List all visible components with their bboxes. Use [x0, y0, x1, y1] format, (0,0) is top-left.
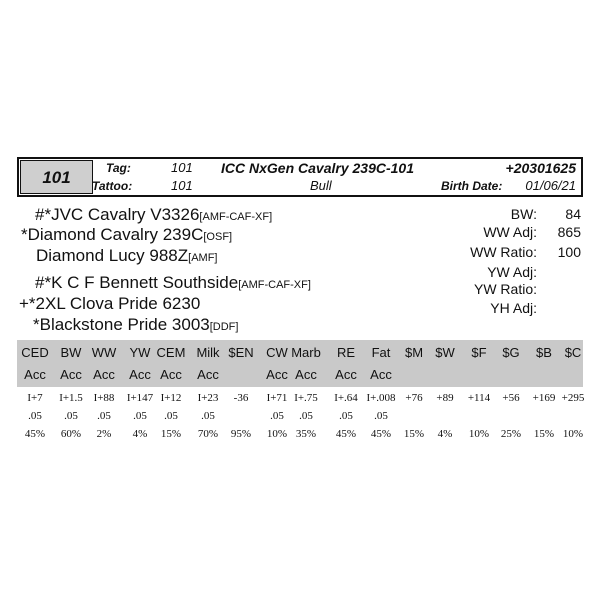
epd-header-cell: $C — [564, 345, 582, 360]
pedigree-dam-dam — [33, 315, 238, 335]
acc-label-cell: Acc — [197, 367, 219, 382]
epd-value-cell: -36 — [233, 392, 249, 404]
pedigree-dam — [19, 294, 200, 314]
epd-header-cell: CW — [266, 345, 288, 360]
stat-label: YH Adj: — [490, 300, 537, 316]
acc-value-cell: .05 — [270, 410, 284, 422]
stat-label: YW Ratio: — [473, 281, 537, 297]
epd-value-cell: I+71 — [266, 392, 288, 404]
percentile-cell: 10% — [562, 428, 584, 440]
epd-value-cell: +169 — [532, 392, 556, 404]
epd-header-cell: CED — [21, 345, 49, 360]
epd-header-cell: $EN — [228, 345, 254, 360]
percentile-cell: 60% — [60, 428, 82, 440]
acc-value-cell: .05 — [201, 410, 215, 422]
tattoo-label: Tattoo: — [92, 179, 133, 193]
stat-value: 100 — [557, 244, 581, 260]
acc-label-cell: Acc — [266, 367, 288, 382]
epd-header-cell: $M — [404, 345, 424, 360]
percentile-cell: 10% — [468, 428, 490, 440]
percentile-cell: 70% — [197, 428, 219, 440]
pedigree-name: Diamond Lucy 988Z — [36, 246, 189, 265]
epd-header-cell: Milk — [196, 345, 220, 360]
epd-value-cell: +295 — [561, 392, 585, 404]
tag-value: 101 — [171, 160, 193, 175]
epd-value-cell: I+23 — [197, 392, 219, 404]
acc-label-cell: Acc — [160, 367, 182, 382]
acc-label-cell: Acc — [60, 367, 82, 382]
epd-header-cell: RE — [336, 345, 356, 360]
acc-value-cell: .05 — [339, 410, 353, 422]
acc-value-cell: .05 — [374, 410, 388, 422]
acc-value-cell: .05 — [28, 410, 42, 422]
pedigree-tag: [OSF] — [203, 231, 233, 243]
epd-value-cell: +114 — [467, 392, 491, 404]
epd-header-cell: CEM — [156, 345, 186, 360]
registration-number: +20301625 — [505, 160, 576, 176]
tag-label: Tag: — [106, 161, 131, 175]
acc-label-cell: Acc — [335, 367, 357, 382]
percentile-cell: 4% — [132, 428, 148, 440]
epd-value-cell: I+7 — [27, 392, 43, 404]
acc-label-cell: Acc — [24, 367, 46, 382]
pedigree-dam-sire — [35, 273, 311, 293]
animal-sex: Bull — [310, 178, 332, 193]
percentile-cell: 45% — [335, 428, 357, 440]
epd-header-cell: Fat — [371, 345, 391, 360]
acc-value-cell: .05 — [97, 410, 111, 422]
birth-date-label: Birth Date: — [441, 179, 503, 193]
epd-value-cell: +56 — [502, 392, 520, 404]
epd-value-cell: I+.75 — [294, 392, 318, 404]
epd-header-cell: $F — [471, 345, 487, 360]
pedigree-name: *Diamond Cavalry 239C — [21, 225, 204, 244]
stat-label: WW Adj: — [483, 224, 537, 240]
pedigree-tag: [DDF] — [209, 321, 239, 333]
epd-value-cell: I+88 — [93, 392, 115, 404]
acc-label-cell: Acc — [295, 367, 317, 382]
epd-value-cell: I+1.5 — [59, 392, 83, 404]
percentile-cell: 45% — [24, 428, 46, 440]
pedigree-tag: [AMF] — [188, 252, 218, 264]
acc-label-cell: Acc — [129, 367, 151, 382]
epd-value-cell: I+12 — [160, 392, 182, 404]
pedigree-name: #*JVC Cavalry V3326 — [35, 205, 200, 224]
epd-header-cell: $G — [502, 345, 520, 360]
epd-value-cell: I+.008 — [366, 392, 396, 404]
pedigree-name: +*2XL Clova Pride 6230 — [19, 294, 201, 313]
pedigree-tag: [AMF-CAF-XF] — [199, 211, 273, 223]
stat-label: YW Adj: — [487, 264, 537, 280]
pedigree-sire-dam — [36, 246, 217, 266]
stat-label: WW Ratio: — [470, 244, 537, 260]
birth-date-value: 01/06/21 — [525, 178, 576, 193]
stat-value: 84 — [565, 206, 581, 222]
epd-header-cell: WW — [91, 345, 117, 360]
animal-header — [17, 157, 583, 197]
stat-label: BW: — [510, 206, 537, 222]
pedigree-name: #*K C F Bennett Southside — [35, 273, 239, 292]
epd-header-cell: BW — [60, 345, 82, 360]
percentile-cell: 15% — [533, 428, 555, 440]
percentile-cell: 45% — [370, 428, 392, 440]
acc-value-cell: .05 — [133, 410, 147, 422]
pedigree-sire-sire — [35, 205, 272, 225]
percentile-cell: 2% — [96, 428, 112, 440]
stat-value: 865 — [557, 224, 581, 240]
percentile-cell: 15% — [403, 428, 425, 440]
acc-value-cell: .05 — [299, 410, 313, 422]
acc-value-cell: .05 — [64, 410, 78, 422]
percentile-cell: 15% — [160, 428, 182, 440]
acc-value-cell: .05 — [164, 410, 178, 422]
pedigree-tag: [AMF-CAF-XF] — [238, 279, 311, 291]
acc-label-cell: Acc — [93, 367, 115, 382]
percentile-cell: 4% — [437, 428, 453, 440]
acc-label-cell: Acc — [370, 367, 392, 382]
lot-number: 101 — [20, 160, 93, 194]
percentile-cell: 95% — [230, 428, 252, 440]
animal-name: ICC NxGen Cavalry 239C-101 — [221, 160, 414, 176]
epd-header-cell: YW — [129, 345, 151, 360]
epd-value-cell: I+147 — [126, 392, 154, 404]
epd-value-cell: +89 — [436, 392, 454, 404]
pedigree-sire — [21, 225, 232, 245]
percentile-cell: 25% — [500, 428, 522, 440]
percentile-cell: 10% — [266, 428, 288, 440]
epd-header-cell: $B — [536, 345, 552, 360]
epd-header-cell: Marb — [291, 345, 321, 360]
epd-value-cell: +76 — [405, 392, 423, 404]
percentile-cell: 35% — [295, 428, 317, 440]
epd-value-cell: I+.64 — [334, 392, 358, 404]
pedigree-name: *Blackstone Pride 3003 — [33, 315, 210, 334]
epd-header-cell: $W — [435, 345, 455, 360]
tattoo-value: 101 — [171, 178, 193, 193]
